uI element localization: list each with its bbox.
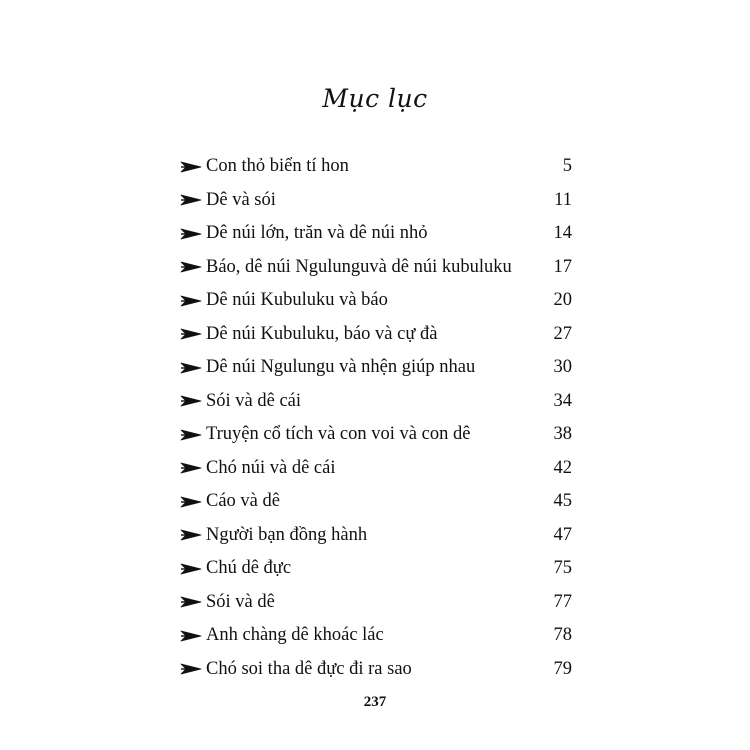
toc-entry — [180, 351, 572, 385]
table-of-contents — [180, 150, 572, 686]
toc-entry — [180, 251, 572, 285]
toc-entry — [180, 552, 572, 586]
toc-entry-title: Sói và dê cái — [206, 390, 302, 411]
toc-entry-page: 17 — [553, 256, 572, 277]
arrow-bullet-icon — [180, 328, 206, 340]
arrow-bullet-icon — [180, 529, 206, 541]
toc-entry-page: 45 — [553, 491, 572, 512]
toc-entry-title: Chó núi và dê cái — [206, 457, 336, 478]
arrow-bullet-icon — [180, 161, 206, 173]
arrow-bullet-icon — [180, 295, 206, 307]
page-number: 237 — [363, 694, 387, 710]
toc-entry-page: 34 — [553, 390, 572, 411]
toc-entry — [180, 318, 572, 352]
toc-entry-page: 77 — [553, 591, 572, 612]
arrow-bullet-icon — [180, 194, 206, 206]
toc-entry — [180, 385, 572, 419]
toc-entry-title: Chó soi tha dê đực đi ra sao — [206, 658, 412, 679]
toc-entry-title: Truyện cổ tích và con voi và con dê — [206, 424, 471, 445]
toc-entry-title: Báo, dê núi Ngulunguvà dê núi kubuluku — [206, 256, 512, 277]
toc-entry-page: 79 — [553, 658, 572, 679]
toc-entry-title: Cáo và dê — [206, 491, 280, 512]
toc-entry-page: 78 — [553, 625, 572, 646]
toc-entry-title: Dê núi Ngulungu và nhện giúp nhau — [206, 357, 476, 378]
arrow-bullet-icon — [180, 395, 206, 407]
arrow-bullet-icon — [180, 228, 206, 240]
toc-entry — [180, 485, 572, 519]
arrow-bullet-icon — [180, 362, 206, 374]
toc-entry-page: 20 — [553, 290, 572, 311]
toc-entry — [180, 418, 572, 452]
toc-entry-page: 30 — [553, 357, 572, 378]
arrow-bullet-icon — [180, 462, 206, 474]
toc-entry-page: 5 — [562, 156, 572, 177]
arrow-bullet-icon — [180, 261, 206, 273]
toc-entry — [180, 452, 572, 486]
toc-entry — [180, 653, 572, 687]
toc-entry-title: Dê núi lớn, trăn và dê núi nhỏ — [206, 223, 428, 244]
arrow-bullet-icon — [180, 563, 206, 575]
toc-entry-title: Chú dê đực — [206, 558, 292, 579]
toc-entry — [180, 217, 572, 251]
toc-entry-title: Sói và dê — [206, 591, 275, 612]
arrow-bullet-icon — [180, 663, 206, 675]
page-title: Mục lục — [322, 84, 428, 113]
toc-entry-page: 75 — [553, 558, 572, 579]
toc-entry-page: 47 — [553, 524, 572, 545]
toc-entry — [180, 284, 572, 318]
toc-entry — [180, 519, 572, 553]
toc-entry-page: 42 — [553, 457, 572, 478]
toc-entry-title: Dê và sói — [206, 189, 276, 210]
toc-entry-title: Con thỏ biển tí hon — [206, 156, 349, 177]
toc-entry-page: 14 — [553, 223, 572, 244]
arrow-bullet-icon — [180, 630, 206, 642]
arrow-bullet-icon — [180, 496, 206, 508]
toc-entry — [180, 586, 572, 620]
toc-entry-page: 27 — [553, 323, 572, 344]
toc-entry-title: Dê núi Kubuluku, báo và cự đà — [206, 323, 438, 344]
toc-entry-title: Dê núi Kubuluku và báo — [206, 290, 388, 311]
toc-entry — [180, 184, 572, 218]
toc-entry-title: Anh chàng dê khoác lác — [206, 625, 384, 646]
arrow-bullet-icon — [180, 596, 206, 608]
arrow-bullet-icon — [180, 429, 206, 441]
toc-entry-page: 38 — [553, 424, 572, 445]
toc-entry-title: Người bạn đồng hành — [206, 524, 368, 545]
toc-entry — [180, 619, 572, 653]
toc-entry — [180, 150, 572, 184]
toc-entry-page: 11 — [554, 189, 572, 210]
